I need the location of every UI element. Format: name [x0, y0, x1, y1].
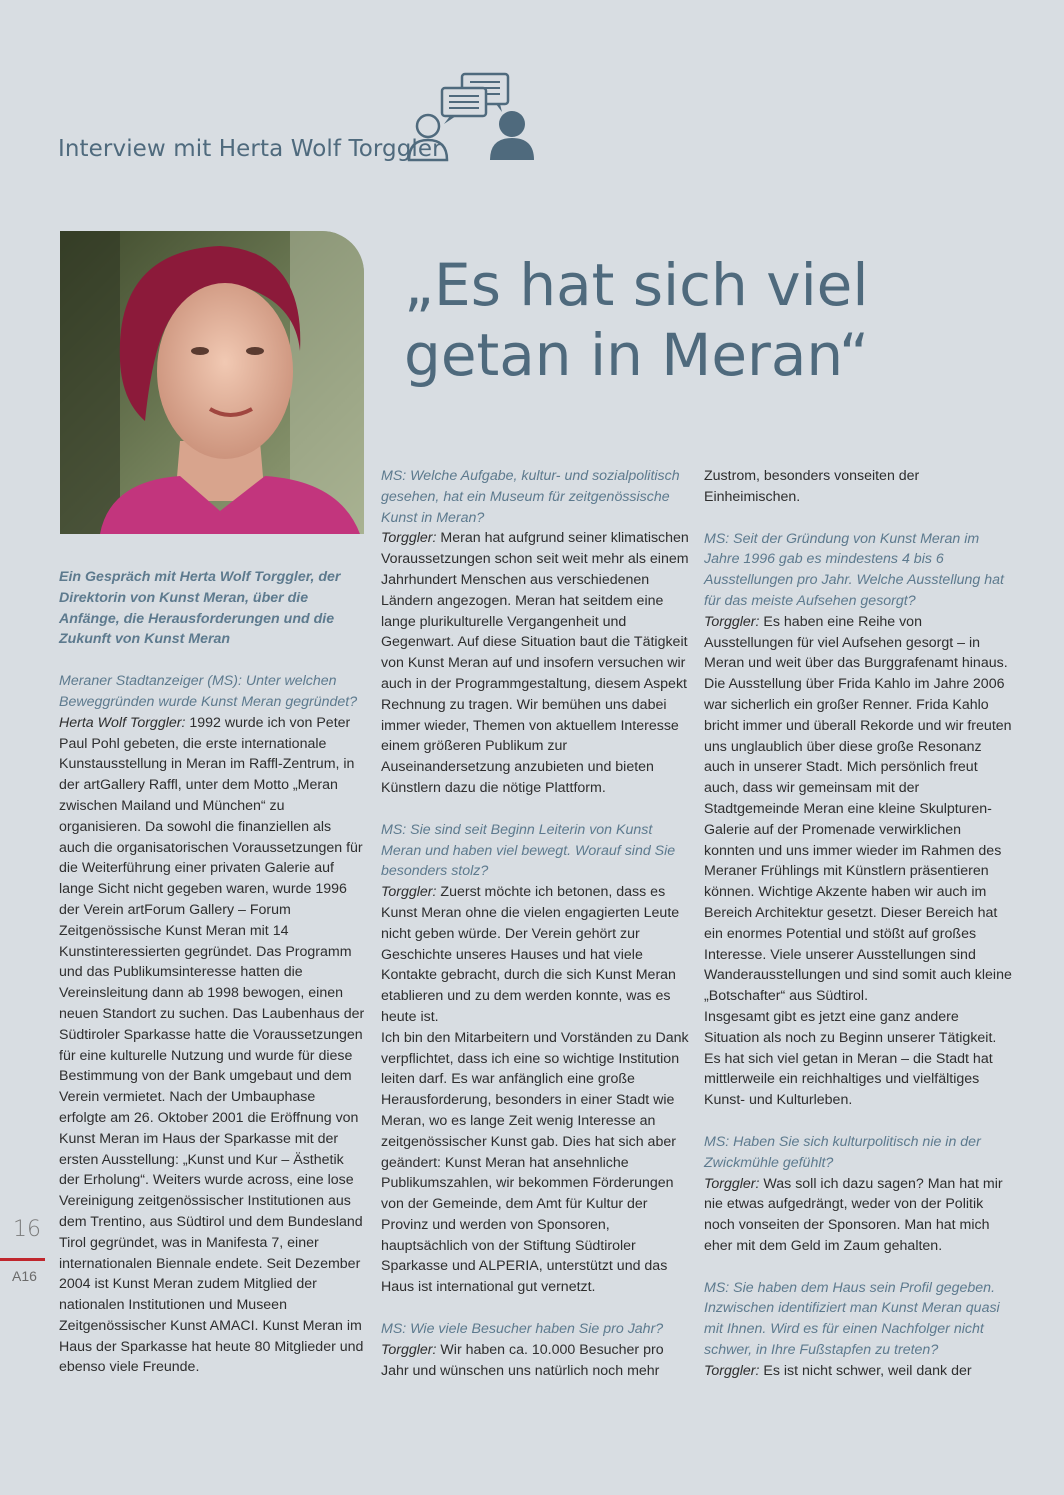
speaker-label: Herta Wolf Torggler:: [59, 714, 186, 731]
question-3: MS: Sie sind seit Beginn Leiterin von Kunst Meran und haben viel bewegt. Worauf sind Sie besonders stolz?: [381, 821, 676, 880]
speaker-label: Torggler:: [381, 1341, 437, 1358]
answer-text: Wir haben ca. 10.000 Besucher pro Jahr und wünschen uns natürlich noch mehr: [381, 1341, 664, 1379]
answer-text: Es haben eine Reihe von Ausstellungen für viel Aufsehen gesorgt – in Meran und weit über das Burggrafenamt hinaus. Die Ausstellung über Frida Kahlo im Jahre 2006 war sicherlich ein großer Renner. Frida Kahlo bricht immer und überall Rekorde und wir freuten uns unglaublich über diese große Resonanz auch in unserer Stadt. Mich persönlich freut auch, dass wir gemeinsam mit der Stadtgemeinde Meran eine kleine Skulpturen-Galerie auf der Promenade verwirklichen konnten und uns immer wieder im Rahmen des Meraner Frühlings mit Künstlern präsentieren können. Wichtige Akzente haben wir auch im Bereich Architektur gesetzt. Dieser Bereich hat ein enormes Potential und stößt auf großes Interesse. Viele unserer Ausstellungen sind Wanderausstellungen und sind somit auch kleine „Botschafter“ aus Südtirol.: [704, 613, 1012, 1005]
question-6: MS: Haben Sie sich kulturpolitisch nie in der Zwickmühle gefühlt?: [704, 1133, 981, 1171]
speaker-label: Torggler:: [704, 1362, 760, 1379]
interview-chat-icon: [404, 70, 538, 164]
portrait-photo: [60, 231, 364, 534]
answer-1: [59, 713, 365, 1379]
answer-4-continued: Zustrom, besonders vonseiten der Einheimischen.: [704, 468, 920, 505]
answer-text: Meran hat aufgrund seiner klimatischen Voraussetzungen schon seit weit mehr als einem Jahrhundert Menschen aus verschiedenen Ländern angezogen. Meran hat seitdem eine lange plurikulturelle Vergangenheit und Gegenwart. Auf diese Situation baut die Tätigkeit von Kunst Meran auf und insofern versuchen wir auch in der Programmgestaltung, diesem Aspekt Rechnung zu tragen. Wir bemühen uns dabei immer wieder, Themen von aktuellem Interesse einem größeren Publikum zur Auseinandersetzung anzubieten und bieten Künstlern dazu die nötige Plattform.: [381, 530, 689, 796]
speaker-label: Torggler:: [381, 884, 437, 901]
column-2: [381, 466, 689, 1381]
speaker-label: Torggler:: [704, 1175, 760, 1192]
answer-text: Es ist nicht schwer, weil dank der: [759, 1362, 972, 1379]
answer-text: Zuerst möchte ich betonen, dass es Kunst Meran ohne die vielen engagierten Leute nicht geben würde. Der Verein gehört zur Geschichte unseres Hauses und hat viele Kontakte gebracht, durch die sich Kunst Meran etablieren und zu dem werden konnte, was es heute ist.: [381, 884, 680, 1025]
column-3: [704, 466, 1012, 1382]
answer-5-continued: Insgesamt gibt es jetzt eine ganz andere Situation als noch zu Beginn unserer Tätigkeit. Es hat sich viel getan in Meran – die Stadt hat mittlerweile ein reichhaltiges und vielfältiges Kunst- und Kulturleben.: [704, 1008, 997, 1109]
question-1: Meraner Stadtanzeiger (MS): Unter welchen Beweggründen wurde Kunst Meran gegründet?: [59, 673, 358, 710]
answer-4: [381, 1340, 689, 1382]
speaker-label: Torggler:: [704, 613, 760, 630]
answer-3: [381, 882, 689, 1028]
answer-7: [704, 1361, 1012, 1382]
answer-3-continued: Ich bin den Mitarbeitern und Vorständen zu Dank verpflichtet, dass ich eine so wichtige Institution leiten darf. Es war anfänglich eine große Herausforderung, besonders in einer Stadt wie Meran, wo es lange Zeit wenig Interesse an zeitgenössischer Kunst gab. Dies hat sich aber geändert: Kunst Meran hat ansehnliche Publikumszahlen, wir bekommen Förderungen von der Gemeinde, dem Amt für Kultur der Provinz und werden von Sponsoren, hauptsächlich von der Stiftung Südtiroler Sparkasse und ALPERIA, unterstützt und das Haus ist international gut vernetzt.: [381, 1029, 689, 1296]
page-code: A16: [12, 1268, 37, 1284]
headline-line-1: „Es hat sich viel: [404, 251, 869, 319]
headline-line-2: getan in Meran“: [404, 321, 869, 389]
answer-5: [704, 612, 1012, 1007]
answer-2: [381, 528, 689, 798]
page-number: 16: [13, 1217, 41, 1242]
intro-text: Ein Gespräch mit Herta Wolf Torggler, der Direktorin von Kunst Meran, über die Anfänge, die Herausforderungen und die Zukunft von Kunst Meran: [59, 569, 341, 648]
question-2: MS: Welche Aufgabe, kultur- und sozialpolitisch gesehen, hat ein Museum für zeitgenössische Kunst in Meran?: [381, 468, 680, 526]
article-headline: [404, 250, 964, 390]
column-1: [59, 567, 365, 1378]
answer-text: Was soll ich dazu sagen? Man hat mir nie etwas aufgedrängt, weder von der Politik noch vonseiten der Sponsoren. Man hat mich eher mit dem Geld im Zaum gehalten.: [704, 1175, 1003, 1254]
answer-6: [704, 1174, 1012, 1257]
section-title: Interview mit Herta Wolf Torggler: [58, 136, 442, 162]
page-accent-rule: [0, 1258, 45, 1261]
question-5: MS: Seit der Gründung von Kunst Meran im Jahre 1996 gab es mindestens 4 bis 6 Ausstellungen pro Jahr. Welche Ausstellung hat für das meiste Aufsehen gesorgt?: [704, 530, 1004, 609]
question-4: MS: Wie viele Besucher haben Sie pro Jahr?: [381, 1321, 664, 1338]
question-7: MS: Sie haben dem Haus sein Profil gegeben. Inzwischen identifiziert man Kunst Meran quasi mit Ihnen. Wird es für einen Nachfolger nicht schwer, in Ihre Fußstapfen zu treten?: [704, 1279, 1000, 1359]
answer-text: 1992 wurde ich von Peter Paul Pohl gebeten, die erste internationale Kunstausstellung in Meran im Raffl-Zentrum, in der artGallery Raffl, unter dem Motto „Meran zwischen Mailand und München“ zu organisieren. Da sowohl die finanziellen als auch die organisatorischen Voraussetzungen für die Weiterführung einer privaten Galerie auf lange Sicht nicht gegeben waren, wurde 1996 der Verein artForum Gallery – Forum Zeitgenössische Kunst Meran mit 14 Kunstinteressierten gegründet. Das Programm und das Publikumsinteresse hatten die Vereinsleitung dann ab 1998 bewogen, einen neuen Standort zu suchen. Das Laubenhaus der Südtiroler Sparkasse hatte die Voraussetzungen für eine kulturelle Nutzung und wurde für diese Bestimmung von der Bank umgebaut und dem Verein vermietet. Nach der Umbauphase erfolgte am 26. Oktober 2001 die Eröffnung von Kunst Meran im Haus der Sparkasse mit der ersten Ausstellung: „Kunst und Kur – Ästhetik der Erholung“. Weiters wurde across, eine lose Vereinigung zeitgenössischer Institutionen aus dem Trentino, aus Südtirol und dem Bundesland Tirol gegründet, was in Manifesta 7, einer internationalen Biennale endete. Seit Dezember 2004 ist Kunst Meran zudem Mitglied der nationalen Institutionen und Museen Zeitgenössischer Kunst AMACI. Kunst Meran im Haus der Sparkasse hat heute 80 Mitglieder und ebenso viele Freunde.: [59, 714, 365, 1376]
speaker-label: Torggler:: [381, 530, 437, 547]
